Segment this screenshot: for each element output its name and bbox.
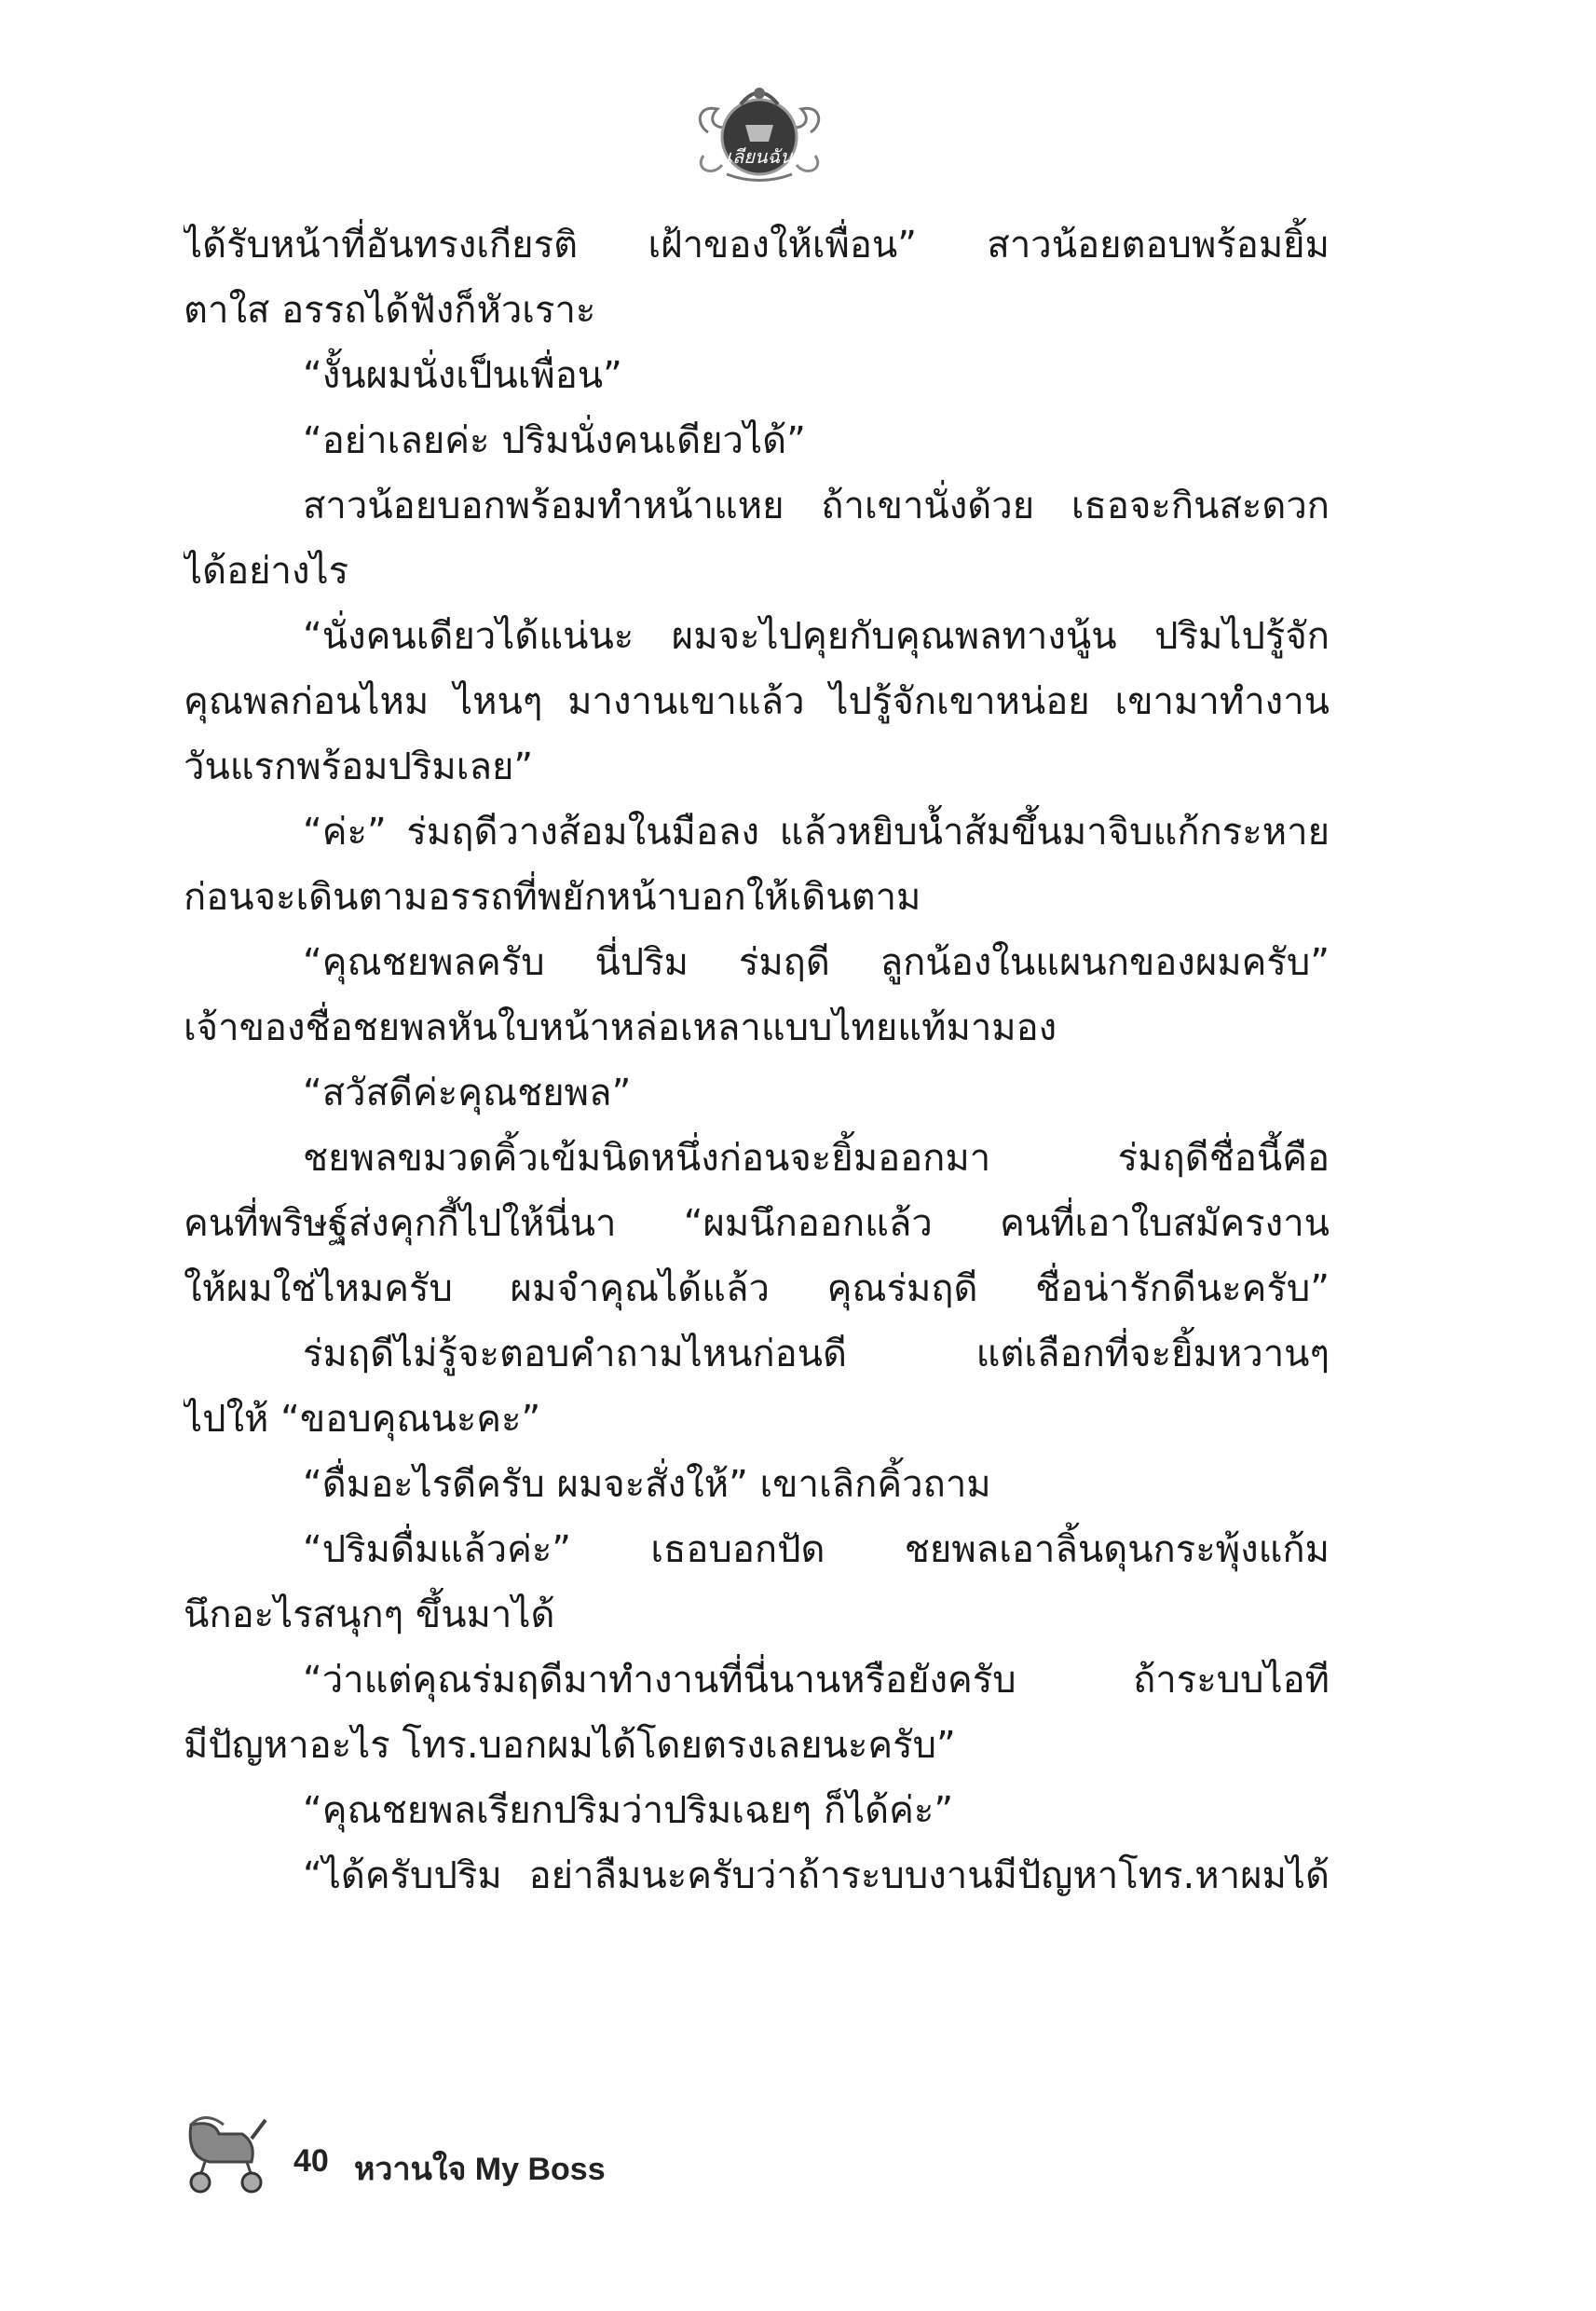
- text-line: เจ้าของชื่อชยพลหันใบหน้าหล่อเหลาแบบไทยแท้มามอง: [184, 1006, 1057, 1049]
- text-line: วันแรกพร้อมปริมเลย”: [184, 745, 534, 788]
- page-number: 40: [293, 2143, 329, 2179]
- text-line: “ค่ะ” ร่มฤดีวางส้อมในมือลง แล้วหยิบน้ำส้มขึ้นมาจิบแก้กระหาย: [303, 811, 1330, 854]
- text-line: คนที่พริษฐ์ส่งคุกกี้ไปให้นี่นา “ผมนึกออกแล้ว คนที่เอาใบสมัครงาน: [184, 1202, 1330, 1245]
- text-line: “ปริมดื่มแล้วค่ะ” เธอบอกปัด ชยพลเอาลิ้นดุนกระพุ้งแก้ม: [303, 1528, 1330, 1571]
- logo-text: เลียนฉัน: [726, 145, 793, 168]
- text-line: “คุณชยพลครับ นี่ปริม ร่มฤดี ลูกน้องในแผนกของผมครับ”: [303, 941, 1330, 984]
- text-line: “คุณชยพลเรียกปริมว่าปริมเฉยๆ ก็ได้ค่ะ”: [303, 1789, 954, 1832]
- text-line: ก่อนจะเดินตามอรรถที่พยักหน้าบอกให้เดินตาม: [184, 876, 921, 919]
- text-line: ตาใส อรรถได้ฟังก็หัวเราะ: [184, 289, 596, 332]
- book-title: หวานใจ My Boss: [354, 2152, 606, 2187]
- text-line: “ดื่มอะไรดีครับ ผมจะสั่งให้” เขาเลิกคิ้วถาม: [303, 1463, 991, 1506]
- text-line: คุณพลก่อนไหม ไหนๆ มางานเขาแล้ว ไปรู้จักเขาหน่อย เขามาทำงาน: [184, 680, 1330, 723]
- text-line: “สวัสดีค่ะคุณชยพล”: [303, 1072, 632, 1114]
- publisher-logo: [689, 67, 829, 188]
- text-line: “ว่าแต่คุณร่มฤดีมาทำงานที่นี่นานหรือยังครับ ถ้าระบบไอที: [303, 1659, 1330, 1702]
- text-line: ให้ผมใช่ไหมครับ ผมจำคุณได้แล้ว คุณร่มฤดี ชื่อน่ารักดีนะครับ”: [184, 1267, 1330, 1310]
- text-line: สาวน้อยบอกพร้อมทำหน้าแหย ถ้าเขานั่งด้วย เธอจะกินสะดวก: [303, 485, 1330, 527]
- text-line: ได้รับหน้าที่อันทรงเกียรติ เฝ้าของให้เพื่อน” สาวน้อยตอบพร้อมยิ้ม: [184, 224, 1330, 267]
- text-line: ได้อย่างไร: [184, 550, 349, 593]
- text-line: “นั่งคนเดียวได้แน่นะ ผมจะไปคุยกับคุณพลทางนู้น ปริมไปรู้จัก: [303, 615, 1330, 658]
- text-line: มีปัญหาอะไร โทร.บอกผมได้โดยตรงเลยนะครับ”: [184, 1724, 956, 1767]
- page-footer: [177, 2106, 1016, 2208]
- text-line: ชยพลขมวดคิ้วเข้มนิดหนึ่งก่อนจะยิ้มออกมา ร่มฤดีชื่อนี้คือ: [303, 1137, 1330, 1180]
- text-line: นึกอะไรสนุกๆ ขึ้นมาได้: [184, 1593, 555, 1636]
- stroller-icon: [177, 2106, 270, 2199]
- text-line: “ได้ครับปริม อย่าลืมนะครับว่าถ้าระบบงานมีปัญหาโทร.หาผมได้: [303, 1854, 1330, 1897]
- body-text: [184, 212, 1330, 1908]
- text-line: “งั้นผมนั่งเป็นเพื่อน”: [303, 354, 622, 397]
- text-line: “อย่าเลยค่ะ ปริมนั่งคนเดียวได้”: [303, 419, 806, 462]
- text-line: ร่มฤดีไม่รู้จะตอบคำถามไหนก่อนดี แต่เลือกที่จะยิ้มหวานๆ: [303, 1333, 1330, 1375]
- text-line: ไปให้ “ขอบคุณนะคะ”: [184, 1398, 541, 1441]
